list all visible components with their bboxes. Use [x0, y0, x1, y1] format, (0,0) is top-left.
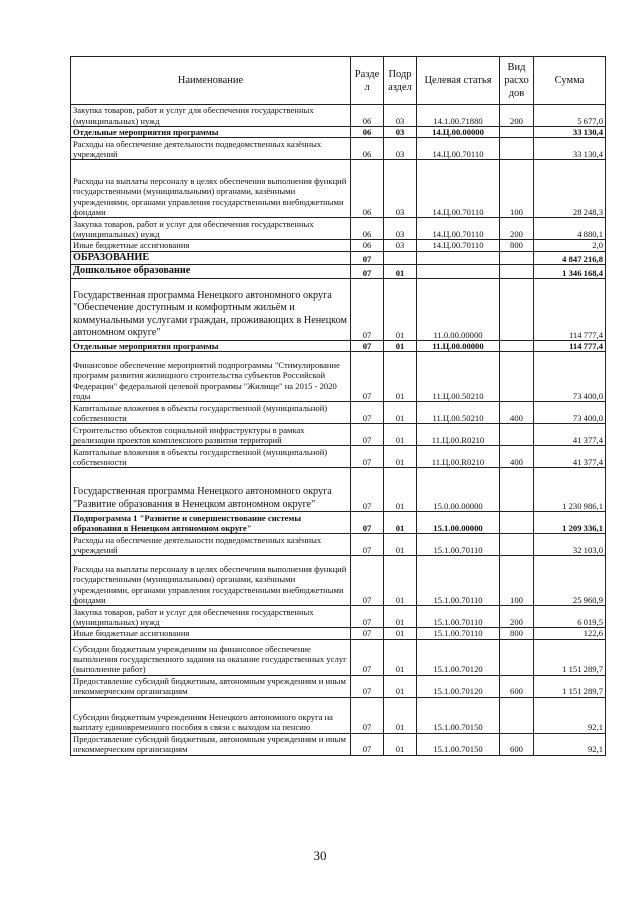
- table-row: [71, 352, 606, 402]
- cell-vid: [500, 251, 534, 265]
- cell-name: ОБРАЗОВАНИЕ: [71, 251, 351, 265]
- cell-summa: 92,1: [534, 697, 606, 733]
- cell-name: Расходы на выплаты персоналу в целях обеспечения выполнения функций государственными (муниципальными) органами, казёнными учреждениями, органами управления государственными внебюджетными фондами: [71, 556, 351, 606]
- cell-vid: [500, 279, 534, 341]
- cell-name: Капитальные вложения в объекты государственной (муниципальной) собственности: [71, 446, 351, 468]
- cell-razdel: 07: [351, 556, 384, 606]
- cell-podrazdel: 01: [384, 733, 417, 755]
- cell-razdel: 07: [351, 446, 384, 468]
- cell-celevaya: 15.1.00.00000: [417, 512, 500, 534]
- table-row: [71, 606, 606, 628]
- table-row: [71, 697, 606, 733]
- table-row: [71, 341, 606, 352]
- table-row: [71, 556, 606, 606]
- table-row: [71, 468, 606, 512]
- cell-name: Отдельные мероприятия программы: [71, 341, 351, 352]
- cell-podrazdel: 03: [384, 138, 417, 160]
- cell-summa: 33 130,4: [534, 138, 606, 160]
- table-row: [71, 424, 606, 446]
- cell-vid: [500, 265, 534, 279]
- table-row: [71, 218, 606, 240]
- cell-podrazdel: 01: [384, 697, 417, 733]
- cell-razdel: 07: [351, 251, 384, 265]
- cell-summa: 25 960,9: [534, 556, 606, 606]
- cell-podrazdel: 03: [384, 218, 417, 240]
- table-row: [71, 138, 606, 160]
- cell-summa: 114 777,4: [534, 279, 606, 341]
- cell-name: Закупка товаров, работ и услуг для обеспечения государственных (муниципальных) нужд: [71, 606, 351, 628]
- cell-summa: 122,6: [534, 628, 606, 639]
- cell-razdel: 07: [351, 341, 384, 352]
- cell-celevaya: 11.0.00.00000: [417, 279, 500, 341]
- cell-name: Строительство объектов социальной инфраструктуры в рамках реализации проектов комплексного развития территорий: [71, 424, 351, 446]
- cell-summa: 41 377,4: [534, 424, 606, 446]
- cell-podrazdel: 01: [384, 352, 417, 402]
- cell-razdel: 07: [351, 402, 384, 424]
- cell-celevaya: [417, 251, 500, 265]
- cell-razdel: 06: [351, 138, 384, 160]
- table-row: [71, 402, 606, 424]
- cell-vid: 400: [500, 402, 534, 424]
- table-row: [71, 512, 606, 534]
- page-number: 30: [313, 848, 327, 863]
- cell-razdel: 06: [351, 105, 384, 127]
- cell-celevaya: 14.Ц.00.70110: [417, 240, 500, 251]
- cell-name: Закупка товаров, работ и услуг для обеспечения государственных (муниципальных) нужд: [71, 218, 351, 240]
- cell-razdel: 07: [351, 279, 384, 341]
- cell-name: Иные бюджетные ассигнования: [71, 628, 351, 639]
- table-row: [71, 160, 606, 218]
- cell-vid: 200: [500, 606, 534, 628]
- cell-summa: 92,1: [534, 733, 606, 755]
- cell-podrazdel: 01: [384, 556, 417, 606]
- table-row: [71, 265, 606, 279]
- cell-summa: 2,0: [534, 240, 606, 251]
- cell-celevaya: 14.Ц.00.00000: [417, 127, 500, 138]
- cell-summa: 73 400,0: [534, 402, 606, 424]
- cell-podrazdel: 01: [384, 279, 417, 341]
- cell-razdel: 07: [351, 424, 384, 446]
- cell-razdel: 07: [351, 352, 384, 402]
- cell-summa: 1 151 289,7: [534, 675, 606, 697]
- budget-table-page: [70, 56, 605, 756]
- cell-vid: [500, 127, 534, 138]
- table-row: [71, 639, 606, 675]
- cell-vid: 100: [500, 160, 534, 218]
- table-row: [71, 240, 606, 251]
- cell-podrazdel: 01: [384, 341, 417, 352]
- table-header-row: [71, 57, 606, 105]
- cell-podrazdel: 01: [384, 265, 417, 279]
- cell-summa: 32 103,0: [534, 534, 606, 556]
- cell-celevaya: 11.Ц.00.50210: [417, 402, 500, 424]
- cell-razdel: 07: [351, 639, 384, 675]
- cell-razdel: 07: [351, 697, 384, 733]
- cell-vid: 200: [500, 105, 534, 127]
- cell-celevaya: 11.Ц.00.R0210: [417, 446, 500, 468]
- cell-name: Предоставление субсидий бюджетным, автономным учреждениям и иным некоммерческим организациям: [71, 733, 351, 755]
- cell-vid: [500, 512, 534, 534]
- cell-vid: 200: [500, 218, 534, 240]
- cell-podrazdel: 01: [384, 446, 417, 468]
- cell-name: Иные бюджетные ассигнования: [71, 240, 351, 251]
- cell-razdel: 07: [351, 675, 384, 697]
- cell-name: Государственная программа Ненецкого автономного округа "Обеспечение доступным и комфортным жильём и коммунальными услугами граждан, проживающих в Ненецком автономном округе": [71, 279, 351, 341]
- cell-celevaya: 14.1.00.71880: [417, 105, 500, 127]
- cell-name: Капитальные вложения в объекты государственной (муниципальной) собственности: [71, 402, 351, 424]
- cell-podrazdel: 01: [384, 534, 417, 556]
- cell-celevaya: 14.Ц.00.70110: [417, 138, 500, 160]
- cell-podrazdel: 01: [384, 639, 417, 675]
- cell-summa: 1 209 336,1: [534, 512, 606, 534]
- cell-name: Предоставление субсидий бюджетным, автономным учреждениям и иным некоммерческим организациям: [71, 675, 351, 697]
- cell-name: Расходы на обеспечение деятельности подведомственных казённых учреждений: [71, 138, 351, 160]
- table-row: [71, 105, 606, 127]
- cell-podrazdel: 03: [384, 240, 417, 251]
- cell-podrazdel: 01: [384, 675, 417, 697]
- cell-celevaya: 15.1.00.70120: [417, 639, 500, 675]
- cell-name: Подпрограмма 1 "Развитие и совершенствование системы образования в Ненецком автономном округе": [71, 512, 351, 534]
- cell-celevaya: 15.1.00.70110: [417, 606, 500, 628]
- cell-summa: 1 346 168,4: [534, 265, 606, 279]
- cell-name: Дошкольное образование: [71, 265, 351, 279]
- table-row: [71, 733, 606, 755]
- cell-vid: [500, 341, 534, 352]
- header-razdel: Разде л: [351, 57, 384, 105]
- header-vid: Вид расхо дов: [500, 57, 534, 105]
- cell-vid: 100: [500, 556, 534, 606]
- cell-name: Закупка товаров, работ и услуг для обеспечения государственных (муниципальных) нужд: [71, 105, 351, 127]
- cell-vid: [500, 468, 534, 512]
- cell-summa: 4 880,1: [534, 218, 606, 240]
- cell-celevaya: 15.1.00.70110: [417, 534, 500, 556]
- cell-vid: 600: [500, 733, 534, 755]
- header-name: Наименование: [71, 57, 351, 105]
- cell-razdel: 07: [351, 606, 384, 628]
- cell-vid: 600: [500, 675, 534, 697]
- cell-vid: 800: [500, 240, 534, 251]
- cell-celevaya: 15.1.00.70150: [417, 733, 500, 755]
- cell-name: Субсидии бюджетным учреждениям на финансовое обеспечение выполнения государственного задания на оказание государственных услуг (выполнение работ): [71, 639, 351, 675]
- cell-name: Финансовое обеспечение мероприятий подпрограммы "Стимулирование программ развития жилищного строительства субъектов Российской Федерации" федеральной целевой программы "Жилище" на 2015 - 2020 годы: [71, 352, 351, 402]
- cell-name: Отдельные мероприятия программы: [71, 127, 351, 138]
- cell-razdel: 06: [351, 127, 384, 138]
- cell-celevaya: 15.1.00.70110: [417, 556, 500, 606]
- cell-celevaya: 14.Ц.00.70110: [417, 218, 500, 240]
- cell-celevaya: 15.1.00.70150: [417, 697, 500, 733]
- cell-summa: 5 677,0: [534, 105, 606, 127]
- cell-name: Субсидии бюджетным учреждениям Ненецкого автономного округа на выплату единовременного пособия в связи с выходом на пенсию: [71, 697, 351, 733]
- table-row: [71, 279, 606, 341]
- cell-vid: [500, 424, 534, 446]
- table-row: [71, 675, 606, 697]
- cell-summa: 114 777,4: [534, 341, 606, 352]
- budget-table: [70, 56, 606, 756]
- cell-name: Расходы на выплаты персоналу в целях обеспечения выполнения функций государственными (муниципальными) органами, казёнными учреждениями, органами управления государственными внебюджетными фондами: [71, 160, 351, 218]
- cell-vid: 400: [500, 446, 534, 468]
- cell-celevaya: 11.Ц.00.00000: [417, 341, 500, 352]
- header-celevaya: Целевая статья: [417, 57, 500, 105]
- cell-podrazdel: 03: [384, 105, 417, 127]
- cell-name: Расходы на обеспечение деятельности подведомственных казённых учреждений: [71, 534, 351, 556]
- cell-summa: 4 847 216,8: [534, 251, 606, 265]
- cell-razdel: 07: [351, 265, 384, 279]
- header-podrazdel: Подр аздел: [384, 57, 417, 105]
- table-row: [71, 534, 606, 556]
- cell-summa: 1 230 986,1: [534, 468, 606, 512]
- cell-podrazdel: 03: [384, 160, 417, 218]
- cell-celevaya: 15.0.00.00000: [417, 468, 500, 512]
- table-row: [71, 251, 606, 265]
- cell-podrazdel: 03: [384, 127, 417, 138]
- cell-razdel: 07: [351, 628, 384, 639]
- cell-podrazdel: 01: [384, 606, 417, 628]
- header-summa: Сумма: [534, 57, 606, 105]
- cell-razdel: 06: [351, 160, 384, 218]
- cell-razdel: 07: [351, 534, 384, 556]
- cell-vid: [500, 534, 534, 556]
- cell-podrazdel: 01: [384, 628, 417, 639]
- table-row: [71, 446, 606, 468]
- cell-podrazdel: 01: [384, 424, 417, 446]
- cell-celevaya: 15.1.00.70110: [417, 628, 500, 639]
- cell-summa: 41 377,4: [534, 446, 606, 468]
- cell-vid: [500, 697, 534, 733]
- cell-podrazdel: 01: [384, 468, 417, 512]
- cell-celevaya: 15.1.00.70120: [417, 675, 500, 697]
- cell-vid: 800: [500, 628, 534, 639]
- cell-podrazdel: [384, 251, 417, 265]
- cell-razdel: 06: [351, 218, 384, 240]
- cell-vid: [500, 639, 534, 675]
- cell-celevaya: [417, 265, 500, 279]
- table-row: [71, 127, 606, 138]
- cell-name: Государственная программа Ненецкого автономного округа "Развитие образования в Ненецком автономном округе": [71, 468, 351, 512]
- cell-celevaya: 11.Ц.00.R0210: [417, 424, 500, 446]
- cell-vid: [500, 352, 534, 402]
- cell-razdel: 07: [351, 468, 384, 512]
- cell-podrazdel: 01: [384, 512, 417, 534]
- cell-razdel: 07: [351, 733, 384, 755]
- cell-summa: 73 400,0: [534, 352, 606, 402]
- cell-razdel: 07: [351, 512, 384, 534]
- cell-vid: [500, 138, 534, 160]
- cell-summa: 28 248,3: [534, 160, 606, 218]
- table-row: [71, 628, 606, 639]
- cell-summa: 1 151 289,7: [534, 639, 606, 675]
- cell-summa: 6 019,5: [534, 606, 606, 628]
- cell-razdel: 06: [351, 240, 384, 251]
- cell-podrazdel: 01: [384, 402, 417, 424]
- cell-summa: 33 130,4: [534, 127, 606, 138]
- cell-celevaya: 14.Ц.00.70110: [417, 160, 500, 218]
- cell-celevaya: 11.Ц.00.50210: [417, 352, 500, 402]
